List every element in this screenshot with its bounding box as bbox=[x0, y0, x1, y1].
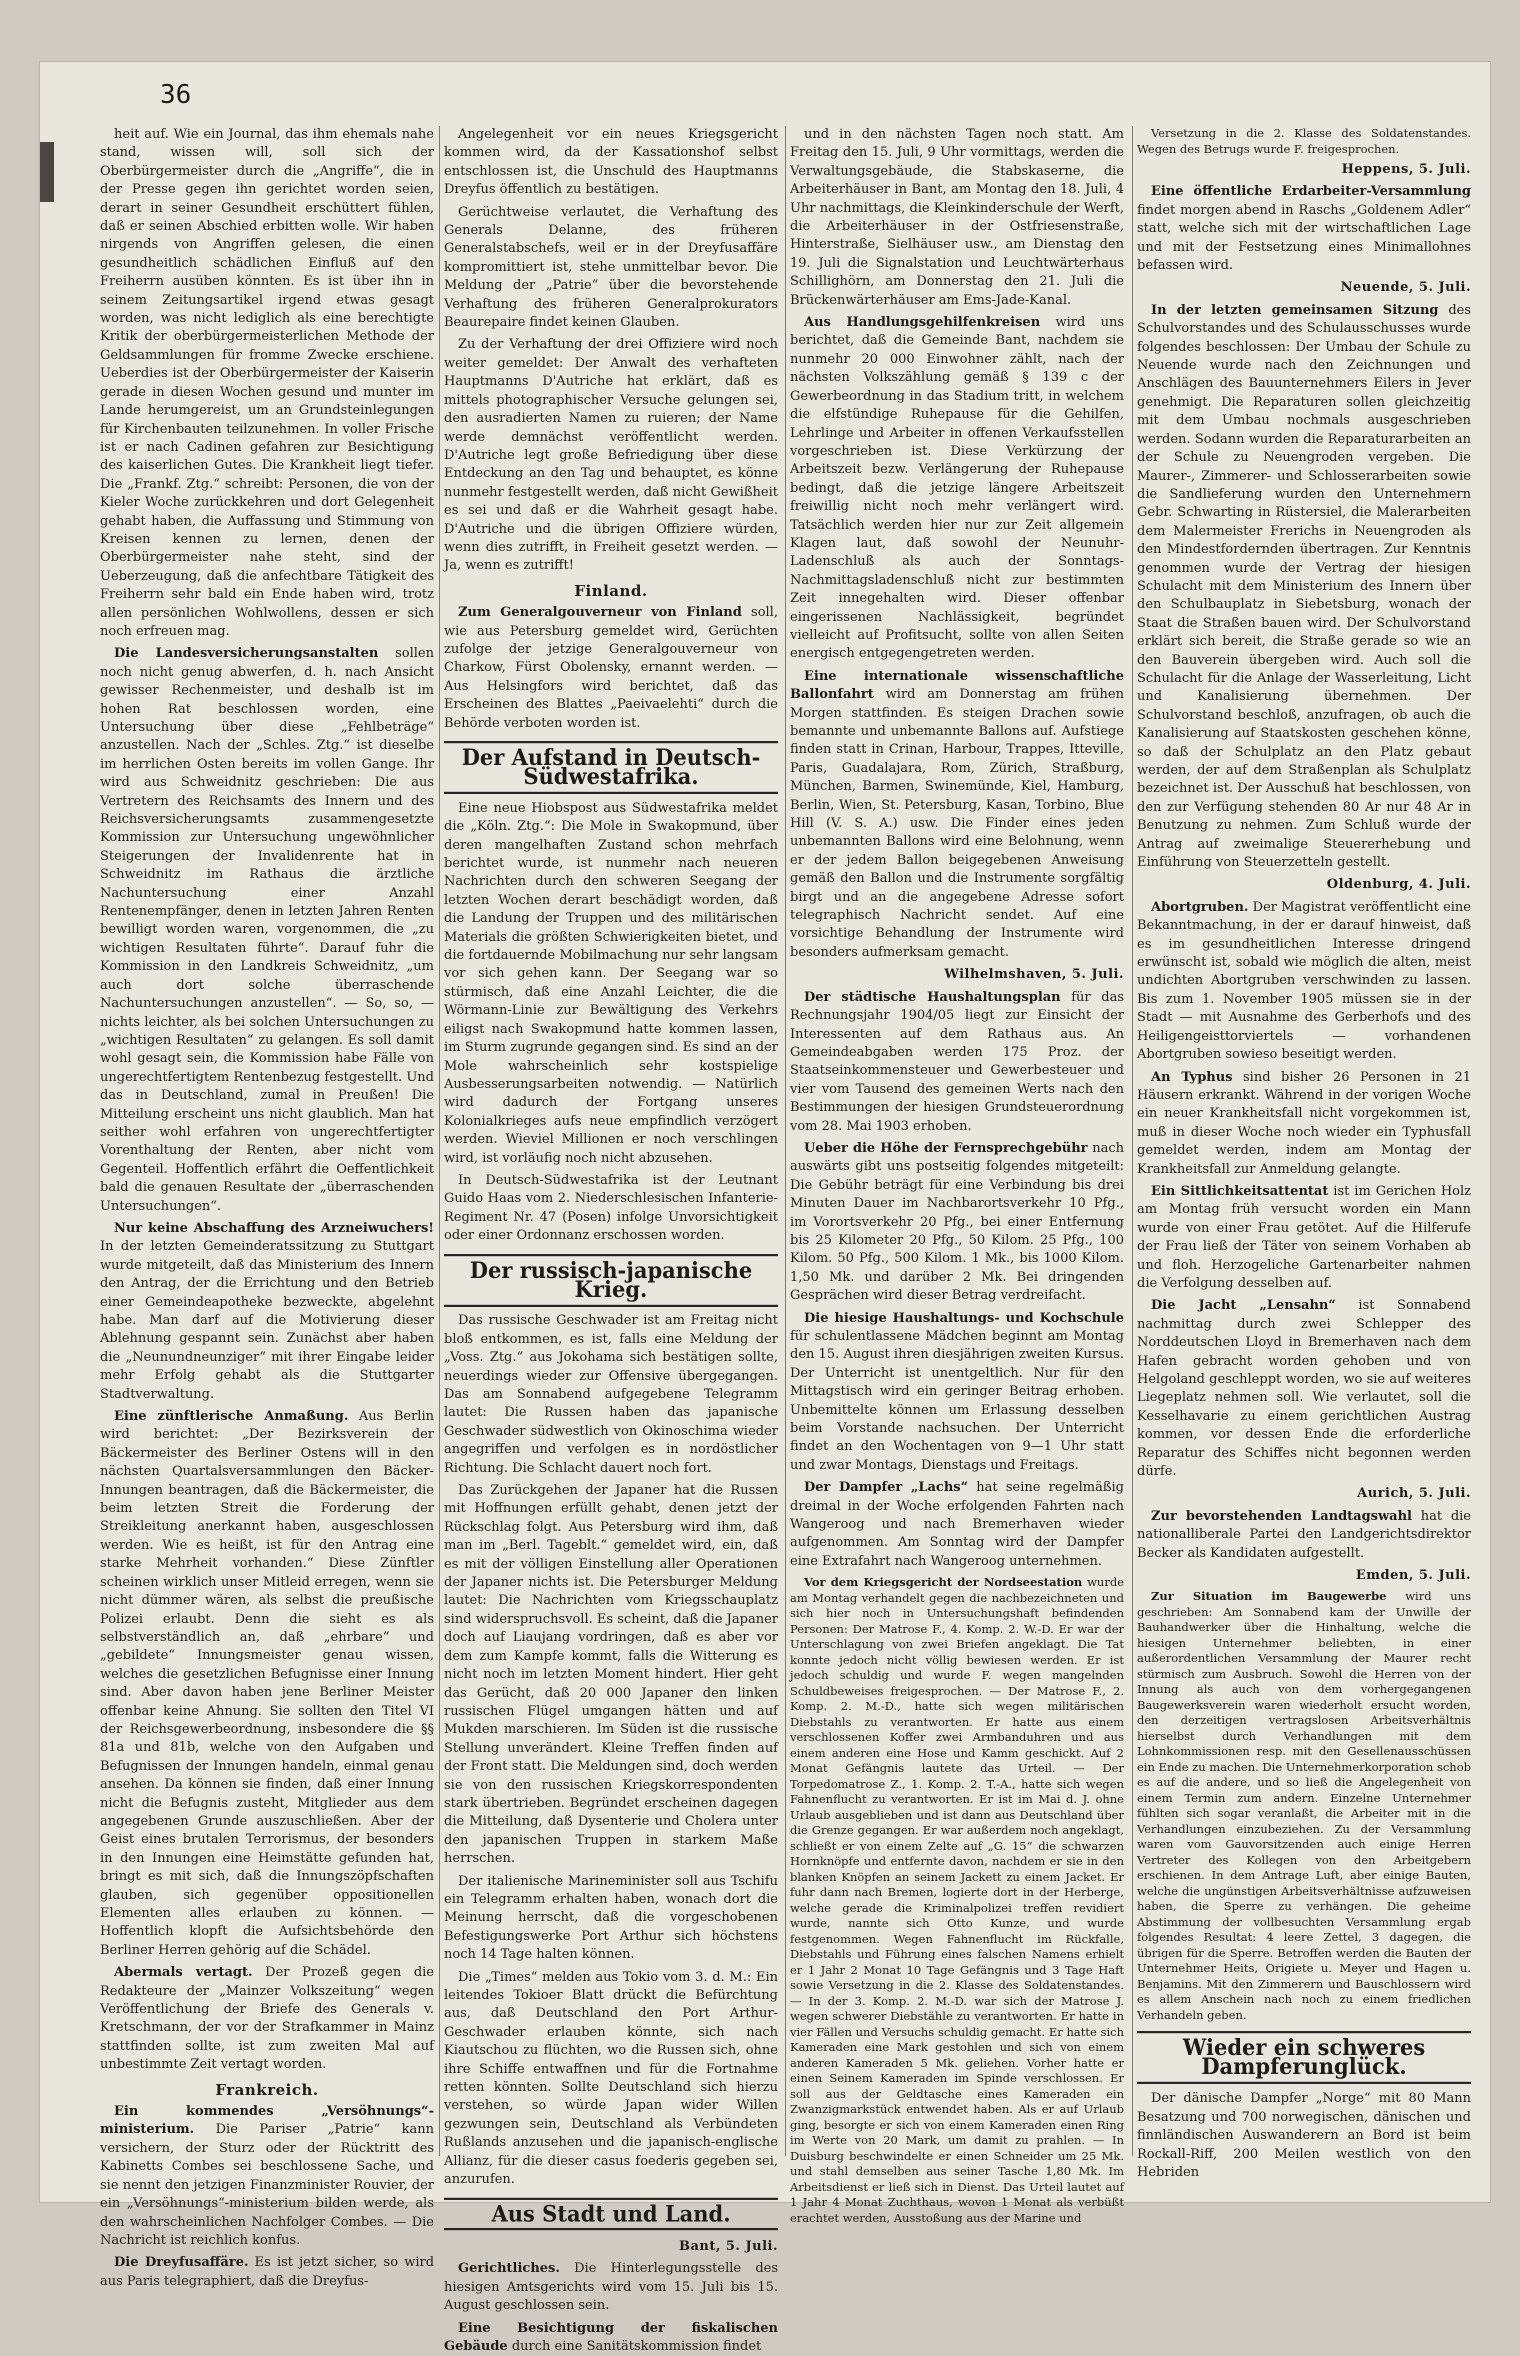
article-body: soll, wie aus Petersburg gemeldet wird, Gerüchten zufolge der jetzige Generalgouverneur von Charkow, Fürst Obolensky, ernannt werden. — Aus Helsingfors wird berichtet, daß das Erscheinen des Blattes „Paeivaelehti“ durch die Behörde verboten worden ist. bbox=[444, 605, 778, 730]
column-4 bbox=[1137, 126, 1471, 2156]
article-text: Zu der Verhaftung der drei Offiziere wird noch weiter gemeldet: Der Anwalt des verhafteten Hauptmanns D'Autriche hat erklärt, daß es mittels photographischer Versuche gelungen sei, den ausradierten Namen zu ruieren; der Name werde demnächst veröffentlicht werden. D'Autriche legt große Befriedigung über diese Entdeckung an den Tag und behauptet, es könne nunmehr festgestellt werden, daß nicht Gewißheit es sei und daß er die Wahrheit gesagt habe. D'Autriche und die übrigen Offiziere würden, wenn dies zutrifft, in Freiheit gesetzt werden. — Ja, wenn es zutrifft! bbox=[444, 336, 778, 575]
column-rule bbox=[439, 126, 440, 2156]
article-heading: In der letzten gemeinsamen Sitzung bbox=[1151, 303, 1439, 318]
article-text bbox=[1137, 1297, 1471, 1481]
article-text bbox=[100, 2103, 434, 2250]
article-body: Der Magistrat veröffentlicht eine Bekanntmachung, in der er darauf hinweist, daß es im gesundheitlichen Interesse dringend erwünscht ist, sobald wie möglich die alten, meist undichten Abortgruben verschwinden zu lassen. Bis zum 1. November 1905 müssen sie in der Stadt — mit Ausnahme des Gerberhofs und des Heiligengeisttorviertels — vorhandenen Abortgruben sowieso beseitigt werden. bbox=[1137, 900, 1471, 1062]
article-body: nach auswärts gibt uns postseitig folgendes mitgeteilt: Die Gebühr beträgt für eine Verbindung bis drei Minuten Dauer im Nachbarortsverkehr 10 Pfg., im Vorortsverkehr 20 Pfg., bei einer Entfernung bis 25 Kilometer 20 Pfg., 50 Kilom. 25 Pfg., 100 Kilom. 50 Pfg., 500 Kilom. 1 Mk., bis 1000 Kilom. 1,50 Mk. und darüber 2 Mk. Bei dringenden Gesprächen wird dieser Betrag verdreifacht. bbox=[790, 1141, 1124, 1303]
column-rule bbox=[785, 126, 786, 2156]
article-body: sind bisher 26 Personen in 21 Häusern erkrankt. Während in der vorigen Woche ein neuer Krankheitsfall nicht vorgekommen ist, muß in dieser Woche noch wieder ein Typhusfall gemeldet werden, indem am Montag der Krankheitsfall zur Anmeldung gelangte. bbox=[1137, 1070, 1471, 1177]
article-text bbox=[444, 2260, 778, 2315]
article-text bbox=[100, 1408, 434, 1960]
article-heading: Die hiesige Haushaltungs- und Kochschule bbox=[804, 1311, 1124, 1326]
article-body: hat seine regelmäßig dreimal in der Woche erfolgenden Fahrten nach Wangeroog und nach Bremerhaven wieder aufgenommen. Am Sonntag wird der Dampfer eine Extrafahrt nach Wangeroog unternehmen. bbox=[790, 1480, 1124, 1569]
article-heading: Eine zünftlerische Anmaßung. bbox=[114, 1409, 348, 1424]
column-2 bbox=[444, 126, 778, 2156]
article-body: wird uns berichtet, daß die Gemeinde Bant, nachdem sie nunmehr 20 000 Einwohner zählt, nach der nächsten Volkszählung gemäß § 139 c der Gewerbeordnung in das Stadium tritt, in welchem die elfstündige Ruhepause für die Gehilfen, Lehrlinge und Arbeiter in offenen Verkaufsstellen vorgeschrieben ist. Diese Verkürzung der Arbeitszeit bezw. Verlängerung der Ruhepause bedingt, daß die jetzige längere Arbeitszeit freiwillig nicht noch mehr verlängert wird. Tatsächlich werden hier nur zur Zeit allgemein Klagen laut, daß sowohl der Neunuhr-Ladenschluß als auch der Sonntags-Nachmittagsladenschluß nicht zur bestimmten Zeit innegehalten wird. Dieser offenbar eingerissenen Nachlässigkeit, begründet vielleicht auf Profitsucht, sollte von allen Seiten energisch entgegengetreten werden. bbox=[790, 315, 1124, 661]
dateline bbox=[1137, 279, 1471, 297]
article-text bbox=[790, 1140, 1124, 1306]
article-heading: Die Landesversicherungsanstalten bbox=[114, 646, 378, 661]
article-text bbox=[790, 1479, 1124, 1571]
article-heading: An Typhus bbox=[1151, 1070, 1233, 1085]
dateline-text: Emden, 5. Juli. bbox=[1356, 1568, 1471, 1583]
article-body: des Schulvorstandes und des Schulausschusses wurde folgendes beschlossen: Der Umbau der Schule zu Neuende wurde nach den Zeichnungen und Anschlägen des Bauunternehmers Eilers in Jever genehmigt. Die Reparaturen sollen gleichzeitig mit dem Umbau nochmals ausgeschrieben werden. Sodann wurden die Reparaturarbeiten an der Schule zu Neuengroden vergeben. Die Maurer-, Zimmerer- und Schlosserarbeiten sowie die Sandlieferung wurden den Unternehmern Gebr. Schwarting in Rüstersiel, die Malerarbeiten dem Malermeister Frerichs in Neuengroden als den Mindestfordernden übertragen. Zur Kenntnis genommen wurde der Vertrag der hiesigen Schulacht mit dem Ministerium des Innern über den Schulbauplatz in Siebetsburg, wonach der Staat die Straßen bauen wird. Der Schulvorstand erklärt sich bereit, die Straße gerade so wie an den Bauverein übergeben wird. Auch soll die Schulacht für die Anlage der Wasserleitung, Licht und Kanalisierung übernehmen. Der Schulvorstand beschloß, anzufragen, ob auch die Kanalisierung auf Staatskosten geschehen könne, so daß der Schulplatz an den Platz gebaut werden, der auf dem Straßenplan als Schulplatz bezeichnet ist. Der Ausschuß hat beschlossen, von den zur Verfügung stehenden 80 Ar nur 48 Ar in Benutzung zu nehmen. Zum Schluß wurde der Antrag auf zweimalige Steuererhebung und Einführung von Steuerzetteln gestellt. bbox=[1137, 303, 1471, 870]
article-heading: Abortgruben. bbox=[1151, 900, 1248, 915]
dateline-text: Oldenburg, 4. Juli. bbox=[1327, 877, 1471, 892]
article-heading: Nur keine Abschaffung des Arzneiwuchers! bbox=[114, 1221, 434, 1236]
article-text bbox=[444, 2320, 778, 2356]
article-text: In Deutsch-Südwestafrika ist der Leutnant Guido Haas vom 2. Niederschlesischen Infanterie-Regiment Nr. 47 (Posen) infolge Unvorsichtigkeit oder einer Ordonnanz erschossen worden. bbox=[444, 1172, 778, 1246]
article-heading: Zur bevorstehenden Landtagswahl bbox=[1151, 1509, 1412, 1524]
article-heading: Eine internationale wissenschaftliche Ballonfahrt bbox=[790, 669, 1124, 702]
article-text bbox=[1137, 1508, 1471, 1563]
article-text bbox=[100, 2254, 434, 2291]
article-body: Aus Berlin wird berichtet: „Der Bezirksverein der Bäckermeister des Berliner Ostens will in den nächsten Quartalsversammlungen den Bäcker-Innungen beantragen, daß die Bäckermeister, die beim letzten Streit die Forderung der Streikleitung anerkannt haben, ausgeschlossen werden. Wie es heißt, ist für den Antrag eine starke Mehrheit vorhanden.“ Diese Zünftler scheinen wirklich unser Mitleid erregen, wenn sie nicht dümmer wären, als selbst die preußische Polizei erlaubt. Denn die sieht es als selbstverständlich an, daß „ehrbare“ und „gebildete“ Innungsmeister genau wissen, welches die gesetzlichen Befugnisse einer Innung sind. Aber davon haben jene Berliner Meister offenbar keine Ahnung. Sie sollten den Titel VI der Reichsgewerbeordnung, insbesondere die §§ 81a und 81b, welche von den Aufgaben und Befugnissen der Innungen handeln, einmal genau ansehen. Da können sie finden, daß einer Innung nicht die Befugnis zusteht, Mitglieder aus dem angegebenen Grunde auszuschließen. Aber der Geist eines brutalen Terrorismus, der besonders in den Innungen eine Heimstätte gefunden hat, bringt es mit sich, daß die Innungszöpfschaften glauben, sich gegenüber oppositionellen Elementen alles erlauben zu können. — Hoffentlich klopft die Aufsichtsbehörde den Berliner Herren gehörig auf die Schädel. bbox=[100, 1409, 434, 1958]
article-text bbox=[1137, 899, 1471, 1065]
dateline-text: Bant, 5. Juli. bbox=[679, 2239, 778, 2254]
dateline-text: Neuende, 5. Juli. bbox=[1341, 280, 1471, 295]
article-text bbox=[100, 1220, 434, 1404]
article-heading: Eine öffentliche Erdarbeiter-Versammlung bbox=[1151, 184, 1471, 199]
article-heading: Die Dreyfusaffäre. bbox=[114, 2255, 249, 2270]
dateline bbox=[1137, 1567, 1471, 1585]
article-body: Es ist jetzt sicher, so wird aus Paris telegraphiert, daß die Dreyfus- bbox=[100, 2255, 434, 2288]
dateline bbox=[1137, 1485, 1471, 1503]
article-text bbox=[100, 645, 434, 1216]
article-heading: Ueber die Höhe der Fernsprechgebühr bbox=[804, 1141, 1088, 1156]
article-body: durch eine Sanitätskommission findet bbox=[512, 2339, 761, 2354]
article-body: findet morgen abend in Raschs „Goldenem Adler“ statt, welche sich mit der wirtschaftlichen Lage und mit der Festsetzung eines Minimallohnes befassen wird. bbox=[1137, 203, 1471, 273]
article-heading: Abermals vertagt. bbox=[114, 1965, 253, 1980]
article-heading: Eine Besichtigung der fiskalischen Gebäude bbox=[444, 2321, 778, 2354]
column-3 bbox=[790, 126, 1124, 2156]
article-body: für das Rechnungsjahr 1904/05 liegt zur Einsicht der Interessenten auf dem Rathaus aus. An Gemeindeabgaben werden 175 Proz. der Staatseinkommensteuer und Gewerbesteuer und vier vom Tausend des gemeinen Werts nach den Bestimmungen der hiesigen Grundsteuerordnung vom 28. Mai 1903 erhoben. bbox=[790, 990, 1124, 1134]
article-heading: Vor dem Kriegsgericht der Nordseestation bbox=[804, 1575, 1082, 1589]
column-1 bbox=[100, 126, 434, 2156]
article-text bbox=[1137, 1069, 1471, 1179]
dateline-text: Aurich, 5. Juli. bbox=[1357, 1486, 1471, 1501]
dateline bbox=[1137, 876, 1471, 894]
binding-edge bbox=[40, 142, 54, 202]
article-text: heit auf. Wie ein Journal, das ihm ehemals nahe stand, wissen will, soll sich der Oberbürgermeister durch die „Angriffe“, die in der Presse gegen ihn gerichtet worden seien, derart in seiner Gesundheit erschüttert fühlen, daß er seinen Abschied erbitten wolle. Wir haben nirgends von Angriffen gelesen, die einen gesundheitlich schädlichen Einfluß auf den Freiherrn ausüben könnten. Es ist über ihn in seinem Zeitungsartikel irgend etwas gesagt worden, was nicht lediglich als eine berechtigte Kritik der oberbürgermeisterlichen Methode der Geldsammlungen für fromme Zwecke erschiene. Ueberdies ist der Oberbürgermeister der Kaiserin gerade in diesen Wochen gesund und munter im Lande herumgereist, um an Grundsteinlegungen für Kirchenbauten teilzunehmen. In voller Frische ist er nach Cadinen gefahren zur Besichtigung des kaiserlichen Gutes. Die Krankheit liegt tiefer. Die „Frankf. Ztg.“ schreibt: Personen, die von der Kieler Woche zurückkehren und dort Gelegenheit gehabt haben, die Auffassung und Stimmung von Kreisen kennen zu lernen, denen der Oberbürgermeister nahe steht, sind der Ueberzeugung, daß die anfechtbare Tätigkeit des Freiherrn sehr bald ein Ende haben wird, trotz allen persönlichen Wohlwollens, dessen er sich noch erfreuen mag. bbox=[100, 126, 434, 641]
newspaper-page bbox=[40, 62, 1490, 2202]
article-body: ist Sonnabend nachmittag durch zwei Schlepper des Norddeutschen Lloyd in Bremerhaven nach dem Hafen gebracht worden gehoben und von Helgoland geschleppt worden, wo sie auf weiteres Liegeplatz nehmen soll. Wie verlautet, soll die Kesselhavarie zu einem gerichtlichen Austrag kommen, vor dessen Ende die erforderliche Reparatur des Schiffes nicht begonnen werden dürfe. bbox=[1137, 1298, 1471, 1479]
article-body: wird uns geschrieben: Am Sonnabend kam der Unwille der Bauhandwerker über die Hinhaltung, welche die hiesigen Unternehmer beliebten, in einer außerordentlichen Versammlung der Maurer recht stürmisch zum Ausbruch. Sowohl die Herren von der Innung als auch von dem vorhergegangenen Baugewerksverein waren wiederholt ersucht worden, den derzeitigen vertragslosen Arbeitsverhältnis hierselbst durch Verhandlungen mit dem Lohnkommissionen resp. mit den Gesellenausschüssen ein Ende zu machen. Die Unternehmerkorporation schob es auf die andere, und so ließ die Angelegenheit von einem Termin zum andern. Einzelne Unternehmer fühlten sich sogar veranlaßt, die Arbeiter mit in die Verhandlungen einzubeziehen. Zu der Versammlung waren vom Gauvorsitzenden auch einige Herren Vertreter des Kollegen von den Arbeitgebern erschienen. In dem Antrage Luft, aber einige Bauten, welche die ungünstigen Arbeitsverhältnisse aufzuweisen haben, die Sperre zu verhängen. Die geheime Abstimmung der vollbesuchten Versammlung ergab folgendes Resultat: 4 leere Zettel, 3 dagegen, die übrigen für die Sperre. Betroffen werden die Bauten der Unternehmer Heits, Origiete u. Meyer und Hagen u. Benjamins. Mit den Zimmerern und Bauschlossern wird es allem Anschein nach noch zu einem friedlichen Verhandeln geben. bbox=[1137, 1589, 1471, 2022]
article-text bbox=[100, 1964, 434, 2074]
article-text: Eine neue Hiobspost aus Südwestafrika meldet die „Köln. Ztg.“: Die Mole in Swakopmund, über deren mangelhaften Zustand schon mehrfach berichtet wurde, ist nunmehr nach neueren Nachrichten durch den schweren Seegang der letzten Wochen derart beschädigt worden, daß die Landung der Truppen und des militärischen Materials die größten Schwierigkeiten bietet, und die fortdauernde Mobilmachung nur sehr langsam vor sich gehen kann. Der Seegang war so stürmisch, daß eine Anzahl Leichter, die die Wörmann-Linie zur Bewältigung des Verkehrs eiligst nach Swakopmund hatte kommen lassen, im Sturm zugrunde gegangen sind. Es sind an der Mole wahrscheinlich sehr kostspielige Ausbesserungsarbeiten notwendig. — Natürlich wird dadurch der Fortgang unseres Kolonialkrieges aufs neue empfindlich verzögert werden. Wieviel Millionen er noch verschlingen wird, ist vorläufig noch nicht abzusehen. bbox=[444, 800, 778, 1168]
major-headline: Der russisch-japanische Krieg. bbox=[444, 1254, 778, 1307]
major-headline: Der Aufstand in Deutsch-Südwestafrika. bbox=[444, 741, 778, 794]
dateline-text: Wilhelmshaven, 5. Juli. bbox=[944, 967, 1124, 982]
dateline bbox=[790, 966, 1124, 984]
article-text: und in den nächsten Tagen noch statt. Am Freitag den 15. Juli, 9 Uhr vormittags, werden die Verwaltungsgebäude, die Stabskaserne, die Arbeiterhäuser in Bant, am Montag den 18. Juli, 4 Uhr nachmittags, die Kleinkinderschule der Werft, die Arbeiterhäuser in der Ostfriesenstraße, Hinterstraße, Sielhäuser usw., am Dienstag den 19. Juli die Signalstation und Leuchtwärterhaus Schillighörn, am Donnerstag den 21. Juli die Brückenwärterhäuser am Ems-Jade-Kanal. bbox=[790, 126, 1124, 310]
article-body: Die Pariser „Patrie“ kann versichern, der Sturz oder der Rücktritt des Kabinetts Combes sei beschlossene Sache, und sie nennt den jetzigen Finanzminister Rouvier, der ein „Versöhnungs“-ministerium bilden werde, als den wahrscheinlichen Nachfolger Combes. — Die Nachricht ist reichlich konfus. bbox=[100, 2122, 434, 2247]
article-text bbox=[790, 1310, 1124, 1476]
article-heading: Ein Sittlichkeitsattentat bbox=[1151, 1184, 1328, 1199]
article-body: wird am Donnerstag am frühen Morgen stattfinden. Es steigen Drachen sowie bemannte und unbemannte Ballons auf. Aufstiege finden statt in Crinan, Harbour, Trappes, Itteville, Paris, Guadalajara, Rom, Zürich, Straßburg, München, Barmen, Swinemünde, Kiel, Hamburg, Berlin, Wien, St. Petersburg, Kasan, Torbino, Blue Hill (V. S. A.) usw. Die Finder eines jeden unbemannten Ballons wird eine Belohnung, wenn er der jedem Ballon beigegebenen Anweisung gemäß den Ballon und die Instrumente sorgfältig birgt und an die angegebene Adresse sofort telegraphisch Nachricht sendet. Auf eine vorsichtige Behandlung der Instrumente wird besonders aufmerksam gemacht. bbox=[790, 687, 1124, 960]
article-heading: Zur Situation im Baugewerbe bbox=[1151, 1589, 1387, 1603]
article-heading: Der städtische Haushaltungsplan bbox=[804, 990, 1061, 1005]
article-body: Der Prozeß gegen die Redakteure der „Mainzer Volkszeitung“ wegen Veröffentlichung der Briefe des Generals v. Kretschmann, der vor der Strafkammer in Mainz stattfinden sollte, ist zum zweiten Mal auf unbestimmte Zeit vertagt worden. bbox=[100, 1965, 434, 2072]
article-body: ist im Gerichen Holz am Montag früh versucht worden ein Mann wurde von einer Frau getötet. Auf die Hilferufe der Frau ließ der Täter von seinem Vorhaben ab und floh. Herzogeliche Gartenarbeiter nahmen die Verfolgung desselben auf. bbox=[1137, 1184, 1471, 1291]
article-heading: Zum Generalgouverneur von Finland bbox=[458, 605, 742, 620]
article-text: Die „Times“ melden aus Tokio vom 3. d. M.: Ein leitendes Tokioer Blatt drückt die Befürchtung aus, daß Deutschland den Port Arthur-Geschwader erlauben könnte, sich nach Kiautschou zu flüchten, wo die Russen sich, ohne ihre Schiffe entwaffnen und für die Fortnahme retten könnten. Sollte Deutschland sich hierzu verstehen, so würde Japan wider Willen gezwungen sein, Deutschland als Verbündeten Rußlands anzusehen und die japanisch-englische Allianz, für die dieser casus foederis gegeben sei, anzurufen. bbox=[444, 1969, 778, 2190]
article-text bbox=[444, 604, 778, 733]
article-text bbox=[1137, 1589, 1471, 2023]
article-text: Gerüchtweise verlautet, die Verhaftung des Generals Delanne, des früheren Generalstabschefs, weil er in der Dreyfusaffäre kompromittiert ist, stehe unmittelbar bevor. Die Meldung der „Patrie“ über die bevorstehende Verhaftung des früheren Generalprokurators Beaurepaire findet keinen Glauben. bbox=[444, 204, 778, 333]
dateline bbox=[1137, 161, 1471, 179]
section-heading: Finland. bbox=[444, 582, 778, 600]
article-text: Das Zurückgehen der Japaner hat die Russen mit Hoffnungen erfüllt gehabt, denen jetzt der Rückschlag folgt. Aus Petersburg wird ihm, daß man im „Berl. Tageblt.“ gemeldet wird, ein, daß es mit der völligen Einstellung aller Operationen der Japaner nichts ist. Die Petersburger Meldung lautet: Die Nachrichten vom Kriegsschauplatz sind widerspruchsvoll. Es scheint, daß die Japaner doch auf Liaujang vordringen, daß es aber vor dem zum Kampfe kommt, falls die Witterung es nicht noch im letzten Moment hindert. Hier geht das Gerücht, daß 20 000 Japaner den linken russischen Flügel umgangen hätten und auf Mukden marschieren. Im Süden ist die russische Stellung unverändert. Kleine Treffen finden auf der Front statt. Die Meldungen sind, doch werden sie von den russischen Kriegskorrespondenten stark übertrieben. Begründet erscheinen dagegen die Mitteilung, daß Dysenterie und Cholera unter den japanischen Truppen in starkem Maße herrschen. bbox=[444, 1482, 778, 1869]
article-text bbox=[790, 668, 1124, 963]
article-body: In der letzten Gemeinderatssitzung zu Stuttgart wurde mitgeteilt, daß das Ministerium des Innern den Antrag, der die Errichtung und den Betrieb einer Gemeindeapotheke bezweckte, abgelehnt habe. Man darf auf die Motivierung dieser Ablehnung gespannt sein. Zunächst aber haben die „Neunundneunziger“ mit ihrer Eingabe leider mehr Erfolg gehabt als die Stuttgarter Stadtverwaltung. bbox=[100, 1239, 434, 1401]
article-text bbox=[790, 989, 1124, 1136]
dateline-text: Heppens, 5. Juli. bbox=[1342, 162, 1471, 177]
column-rule bbox=[1132, 126, 1133, 2156]
major-headline: Aus Stadt und Land. bbox=[444, 2198, 778, 2231]
article-text: Angelegenheit vor ein neues Kriegsgericht kommen wird, da der Kassationshof selbst entschlossen ist, die Unschuld des Hauptmanns Dreyfus öffentlich zu bestätigen. bbox=[444, 126, 778, 200]
article-body: wurde am Montag verhandelt gegen die nachbezeichneten und sich hier noch in Untersuchungshaft befindenden Personen: Der Matrose F., 4. Komp. 2. W.-D. Er war der Unterschlagung von zwei Briefen angeklagt. Die Tat konnte jedoch nicht völlig bewiesen werden. Er ist jedoch schuldig und wurde F. wegen mangelnden Schuldbeweises freigesprochen. — Der Matrose F., 2. Komp. 2. M.-D., hatte sich wegen militärischen Diebstahls zu verantworten. Er hatte aus einem verschlossenen Koffer zwei Armbanduhren und aus einem anderen eine Hose und Kamm geschickt. Auf 2 Monat Gefängnis lautete das Urteil. — Der Torpedomatrose Z., 1. Komp. 2. T.-A., hatte sich wegen Fahnenflucht zu verantworten. Er ist im Mai d. J. ohne Urlaub ausgeblieben und ist dann aus Deutschland über die Grenze gegangen. Er war außerdem noch angeklagt, schließt er von einem Zelte auf „G. 15“ die schwarzen Hornknöpfe und entfernte davon, nachdem er sie in den blanken Knöpfen an seinem Jackett zu einem Jacket. Er fuhr dann nach Bremen, logierte dort in der Herberge, welche gerade die Kriminalpolizei treffen revidiert wurde, nannte sich Otto Kunze, und wurde festgenommen. Wegen Fahnenflucht im Rückfalle, Diebstahls und Führung eines falschen Namens erhielt er 1 Jahr 2 Monat 10 Tage Gefängnis und 3 Tage Haft sowie Versetzung in die 2. Klasse des Soldatenstandes. — In der 3. Komp. 2. M.-D. war sich der Matrose J. wegen schwerer Diebstähle zu verantworten. Er hatte in vier Fällen und Versuchs schuldig gemacht. Er hatte sich Kameraden eine Mark gestohlen und sich von einem anderen Kameraden 5 Mk. geliehen. Vorher hatte er einen Seinem Kameraden im Spinde verschlossen. Er soll aus der Geldtasche eines Kameraden ein Zwanzigmarkstück entwendet haben. Als er auf Urlaub ging, besorgte er sich von einem Kameraden einen Ring im Werte von 20 Mark, um damit zu prahlen. — In Duisburg beschwindelte er einen Schneider um 25 Mk. und stahl demselben aus seiner Tasche 1,80 Mk. Im Arbeitsdienst er ließ sich in Dienst. Das Urteil lautet auf 1 Jahr 4 Monat Zuchthaus, wovon 1 Monat als verbüßt erachtet werden, Ausstoßung aus der Marine und bbox=[790, 1575, 1124, 2225]
article-body: für schulentlassene Mädchen beginnt am Montag den 15. August ihren diesjährigen zweiten Kursus. Der Unterricht ist unentgeltlich. Nur für den Mittagstisch wird ein geringer Beitrag erhoben. Unbemittelte können um Erlassung desselben beim Vorstande nachsuchen. Der Unterricht findet an den Wochentagen von 9—1 Uhr statt und zwar Montags, Dienstags und Freitags. bbox=[790, 1329, 1124, 1473]
article-body: sollen noch nicht genug abwerfen, d. h. nach Ansicht gewisser Rechenmeister, und deshalb ist im hohen Rat beschlossen worden, eine Untersuchung über diese „Fehlbeträge“ anzustellen. Nach der „Schles. Ztg.“ ist dieselbe im herrlichen Osten bereits im vollen Gange. Ihr wird aus Schweidnitz geschrieben: Die aus Vertretern des Reichsamts des Innern und des Reichsversicherungsamts zusammengesetzte Kommission zur Untersuchung ungewöhnlicher Steigerungen der Invalidenrente hat in Schweidnitz im Rathaus die ärztliche Nachuntersuchung einer Anzahl Rentenempfänger, denen in letzten Jahren Renten bewilligt worden waren, vorgenommen, die „zu wichtigen Resultaten führte“. Darauf fuhr die Kommission in den Landkreis Schweidnitz, „um auch dort solche überraschende Nachuntersuchungen anzustellen“. — So, so, — nichts leichter, als bei solchen Untersuchungen zu „wichtigen Resultaten“ zu gelangen. Es soll damit wohl gesagt sein, die Kommission habe Fälle von ungerechtfertigtem Rentenbezug festgestellt. Und das in Deutschland, zumal in Preußen! Die Mitteilung erscheint uns nicht glaublich. Man hat seither wohl erfahren von ungerechtfertigter Vorenthaltung der Renten, aber nicht vom Gegenteil. Hoffentlich erfährt die Oeffentlichkeit bald die genauen Resultate der „überraschenden Untersuchungen“. bbox=[100, 646, 434, 1213]
section-heading: Frankreich. bbox=[100, 2081, 434, 2099]
article-text bbox=[1137, 1183, 1471, 1293]
article-body: hat die nationalliberale Partei den Landgerichtsdirektor Becker als Kandidaten aufgestellt. bbox=[1137, 1509, 1471, 1561]
article-heading: Die Jacht „Lensahn“ bbox=[1151, 1298, 1336, 1313]
article-text bbox=[1137, 183, 1471, 275]
major-headline: Wieder ein schweres Dampferunglück. bbox=[1137, 2032, 1471, 2085]
article-text: Das russische Geschwader ist am Freitag nicht bloß entkommen, es ist, falls eine Meldung der „Voss. Ztg.“ aus Jokohama sich bestätigen sollte, neuerdings wieder zur Offensive übergegangen. Das am Sonnabend aufgegebene Telegramm lautet: Die Russen haben das japanische Geschwader südwestlich von Okinoschima wieder angegriffen und verfolgen es in nordöstlicher Richtung. Die Schlacht dauert noch fort. bbox=[444, 1312, 778, 1478]
dateline bbox=[444, 2238, 778, 2256]
article-text bbox=[1137, 302, 1471, 873]
page-number: 36 bbox=[160, 80, 191, 110]
article-heading: Gerichtliches. bbox=[458, 2261, 560, 2276]
article-text bbox=[790, 314, 1124, 664]
article-text bbox=[790, 1575, 1124, 2226]
article-body: Die Hinterlegungsstelle des hiesigen Amtsgerichts wird vom 15. Juli bis 15. August geschlossen sein. bbox=[444, 2261, 778, 2313]
article-heading: Aus Handlungsgehilfenkreisen bbox=[804, 315, 1040, 330]
article-heading: Der Dampfer „Lachs“ bbox=[804, 1480, 968, 1495]
article-text: Der italienische Marineminister soll aus Tschifu ein Telegramm erhalten haben, wonach dort die Meinung herrscht, daß die vorgeschobenen Befestigungswerke Port Arthur sich höchstens noch 14 Tage halten können. bbox=[444, 1873, 778, 1965]
article-text: Versetzung in die 2. Klasse des Soldatenstandes. Wegen des Betrugs wurde F. freigesprochen. bbox=[1137, 126, 1471, 157]
article-heading: Ein kommendes „Versöhnungs“-ministerium. bbox=[100, 2104, 434, 2137]
article-text: Der dänische Dampfer „Norge“ mit 80 Mann Besatzung und 700 norwegischen, dänischen und finnländischen Auswanderern an Bord ist beim Rockall-Riff, 200 Meilen westlich von den Hebriden bbox=[1137, 2090, 1471, 2182]
